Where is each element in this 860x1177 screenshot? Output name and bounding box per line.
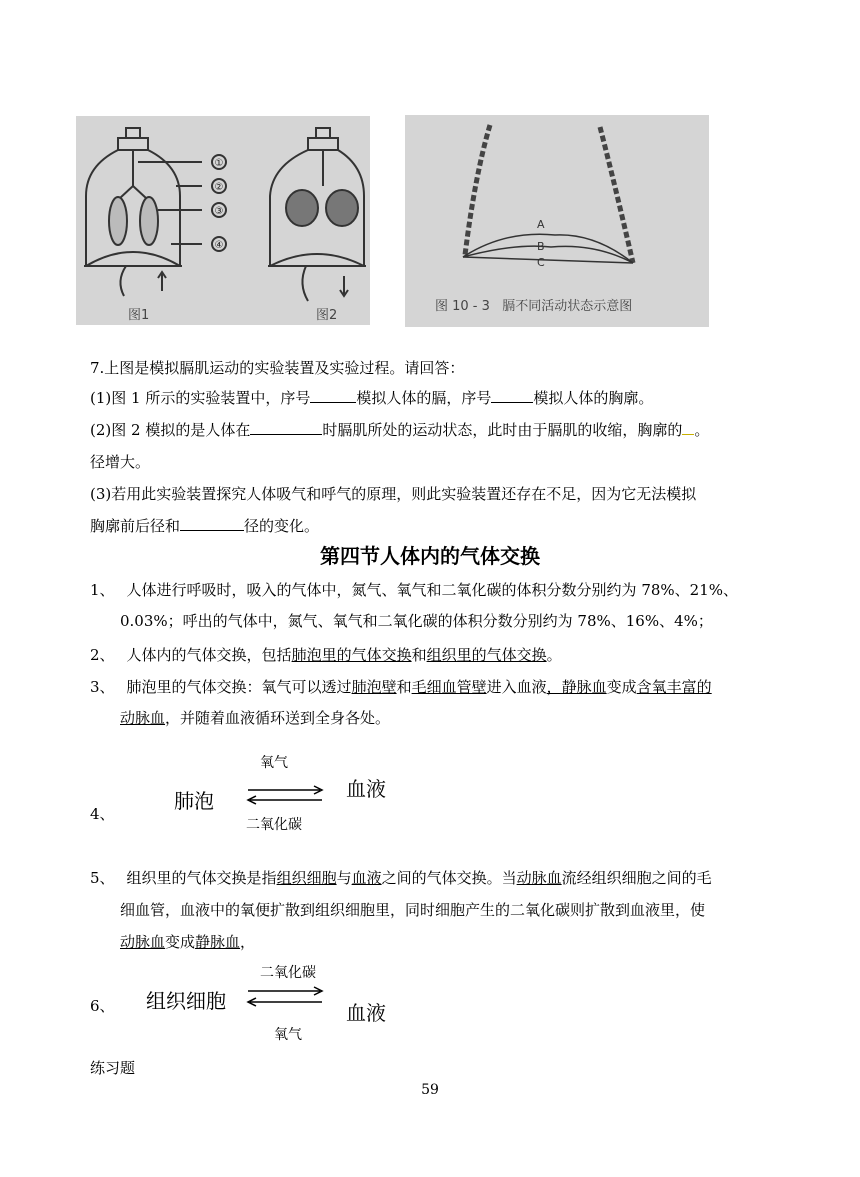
exercise-label: 练习题 [90,1059,136,1077]
item-3: 3、 肺泡里的气体交换：氧气可以透过肺泡壁和毛细血管壁进入血液，静脉血变成含氧丰富的 [90,678,712,696]
diaphragm-figure [405,115,709,327]
answer-blank[interactable] [250,420,322,435]
diagram-left-label: 肺泡 [174,789,214,813]
diagram-top-label: 二氧化碳 [260,965,316,981]
answer-blank[interactable] [491,388,533,403]
section-title: 第四节人体内的气体交换 [320,544,540,568]
q7-part2: (2)图 2 模拟的是人体在 时膈肌所处的运动状态，此时由于膈肌的收缩，胸廓的 。 [90,421,710,439]
item-5: 5、 组织里的气体交换是指组织细胞与血液之间的气体交换。当动脉血流经组织细胞之间的毛 [90,869,712,887]
curve-a-label: A [537,218,545,231]
q7-part3: (3)若用此实验装置探究人体吸气和呼气的原理，则此实验装置还存在不足，因为它无法模拟 [90,485,697,503]
marker-4: ④ [214,240,224,251]
item-6: 6、 [90,997,115,1015]
marker-1: ① [214,158,224,169]
diagram-right-label: 血液 [346,1001,386,1025]
diagram-bottom-label: 二氧化碳 [246,817,302,833]
curve-c-label: C [537,256,545,269]
answer-blank[interactable] [310,388,356,403]
figure-1-label: 图1 [128,308,150,323]
item-5-cont2: 动脉血变成静脉血， [120,933,256,951]
diagram-top-label: 氧气 [260,755,288,771]
bell-jar-illustration [76,116,370,325]
item-4: 4、 [90,805,115,823]
exchange-arrows-icon [244,985,326,1011]
item-number: 3、 [90,678,115,696]
answer-blank[interactable] [180,516,244,531]
diagram-right-label: 血液 [346,777,386,801]
q7-part3-cont: 胸廓前后径和 径的变化。 [90,517,320,535]
item-1-cont: 0.03%；呼出的气体中，氮气、氧气和二氧化碳的体积分数分别约为 78%、16%、4%； [120,612,713,630]
item-number: 5、 [90,869,115,887]
diagram-bottom-label: 氧气 [274,1027,302,1043]
q7-part2-cont: 径增大。 [90,453,151,471]
answer-blank[interactable] [682,420,694,435]
figure-2-label: 图2 [316,308,338,323]
marker-2: ② [214,182,224,193]
bell-jar-figure [76,116,370,325]
q7-stem: 7.上图是模拟膈肌运动的实验装置及实验过程。请回答： [90,359,465,377]
page-number: 59 [421,1082,439,1098]
item-number: 1、 [90,581,115,599]
curve-b-label: B [537,240,545,253]
item-3-cont: 动脉血，并随着血液循环送到全身各处。 [120,709,391,727]
item-1: 1、 人体进行呼吸时，吸入的气体中，氮气、氧气和二氧化碳的体积分数分别约为 78%、21%、 [90,581,738,599]
marker-3: ③ [214,206,224,217]
diaphragm-caption: 图 10 - 3 膈不同活动状态示意图 [435,299,633,314]
item-5-cont: 细血管，血液中的氧便扩散到组织细胞里，同时细胞产生的二氧化碳则扩散到血液里，使 [120,901,706,919]
exchange-arrows-icon [244,782,326,808]
item-2: 2、 人体内的气体交换，包括肺泡里的气体交换和组织里的气体交换。 [90,646,562,664]
diagram-left-label: 组织细胞 [146,989,226,1013]
q7-part1: (1)图 1 所示的实验装置中，序号 模拟人体的膈，序号 模拟人体的胸廓。 [90,389,654,407]
item-number: 2、 [90,646,115,664]
